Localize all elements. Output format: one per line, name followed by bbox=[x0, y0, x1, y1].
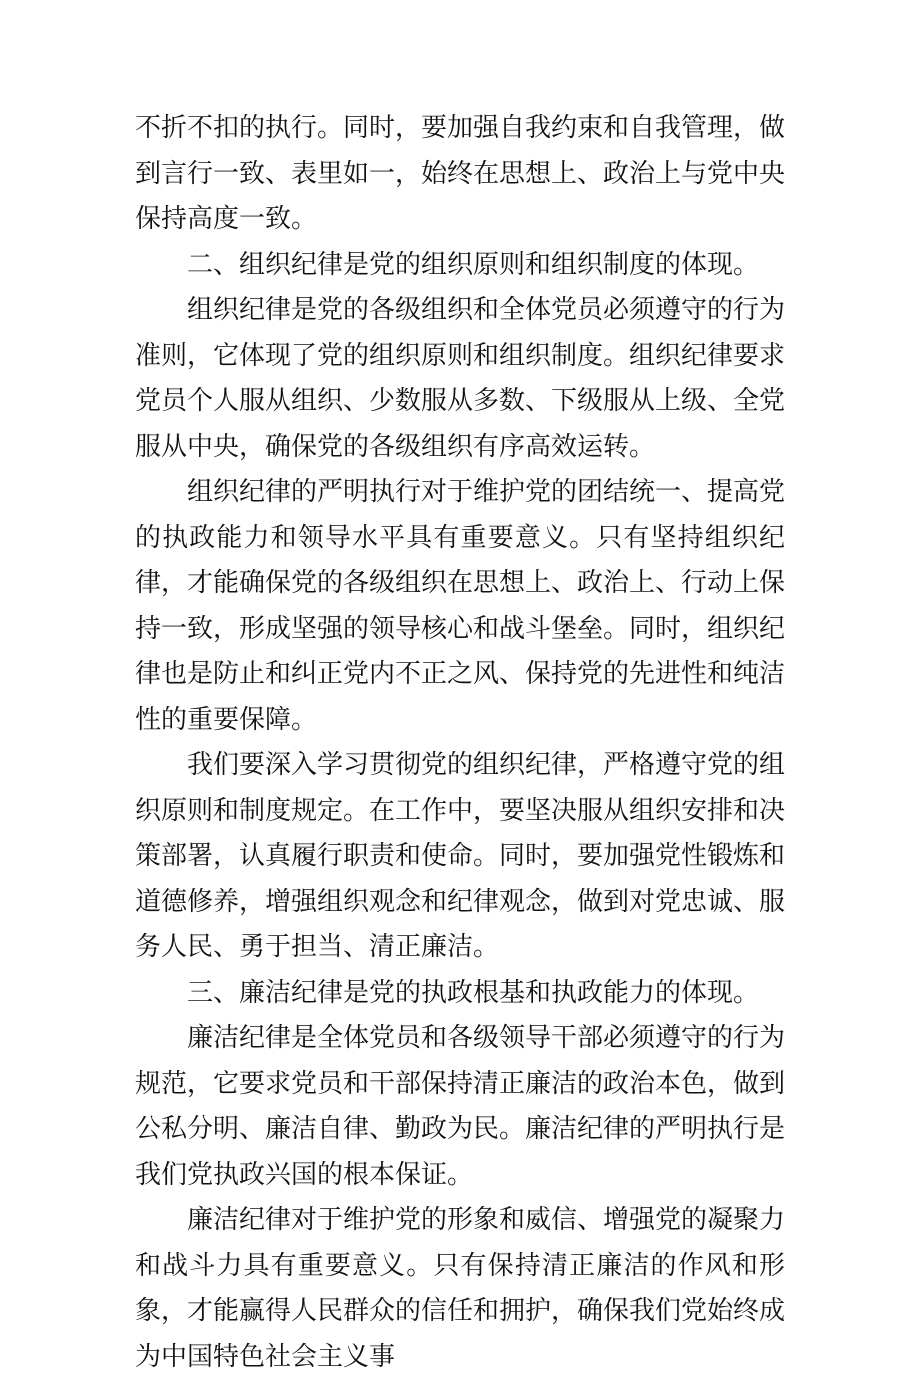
paragraph: 廉洁纪律对于维护党的形象和威信、增强党的凝聚力和战斗力具有重要意义。只有保持清正廉洁的作风和形象，才能赢得人民群众的信任和拥护，确保我们党始终成为中国特色社会主义事 bbox=[135, 1205, 786, 1372]
paragraph: 组织纪律是党的各级组织和全体党员必须遵守的行为准则，它体现了党的组织原则和组织制度。组织纪律要求党员个人服从组织、少数服从多数、下级服从上级、全党服从中央，确保党的各级组织有序高效运转。 bbox=[135, 295, 786, 462]
document-body bbox=[135, 106, 785, 1380]
paragraph-continued: 不折不扣的执行。同时，要加强自我约束和自我管理，做到言行一致、表里如一，始终在思想上、政治上与党中央保持高度一致。 bbox=[135, 113, 786, 234]
paragraph: 廉洁纪律是全体党员和各级领导干部必须遵守的行为规范，它要求党员和干部保持清正廉洁的政治本色，做到公私分明、廉洁自律、勤政为民。廉洁纪律的严明执行是我们党执政兴国的根本保证。 bbox=[135, 1023, 786, 1190]
section-heading-integrity-discipline: 三、廉洁纪律是党的执政根基和执政能力的体现。 bbox=[187, 977, 760, 1008]
paragraph: 组织纪律的严明执行对于维护党的团结统一、提高党的执政能力和领导水平具有重要意义。只有坚持组织纪律，才能确保党的各级组织在思想上、政治上、行动上保持一致，形成坚强的领导核心和战斗堡垒。同时，组织纪律也是防止和纠正党内不正之风、保持党的先进性和纯洁性的重要保障。 bbox=[135, 477, 786, 735]
paragraph: 我们要深入学习贯彻党的组织纪律，严格遵守党的组织原则和制度规定。在工作中，要坚决服从组织安排和决策部署，认真履行职责和使命。同时，要加强党性锻炼和道德修养，增强组织观念和纪律观念，做到对党忠诚、服务人民、勇于担当、清正廉洁。 bbox=[135, 750, 786, 962]
section-heading-organizational-discipline: 二、组织纪律是党的组织原则和组织制度的体现。 bbox=[187, 249, 760, 280]
